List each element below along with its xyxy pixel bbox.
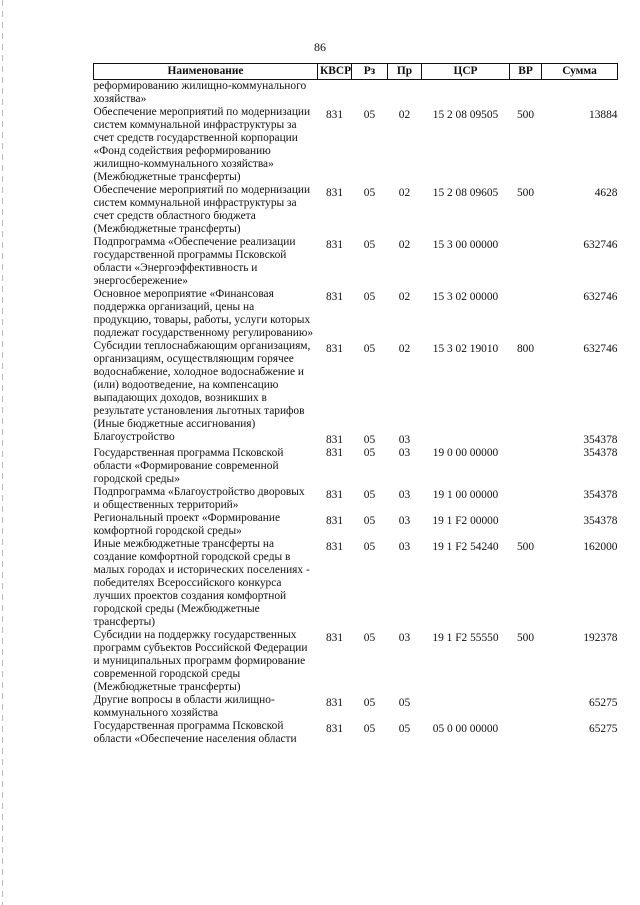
table-header bbox=[94, 64, 618, 80]
table-row bbox=[94, 629, 618, 694]
header-vr: ВР bbox=[510, 64, 542, 80]
row-vr bbox=[510, 512, 542, 538]
row-kvsr: 831 bbox=[325, 632, 344, 644]
header-pr: Пр bbox=[388, 64, 422, 80]
row-rz: 05 bbox=[363, 291, 376, 303]
row-sum: 632746 bbox=[583, 343, 618, 355]
row-name: Обеспечение мероприятий по модернизации систем коммунальной инфраструктуры за счет средств государственной корпорации «Фонд содействия реформированию жилищно-коммунального хозяйства» (Межбюджетные трансферты) bbox=[93, 106, 311, 183]
row-kvsr: 831 bbox=[325, 541, 344, 553]
table-row bbox=[94, 486, 618, 512]
row-kvsr: 831 bbox=[325, 697, 344, 709]
row-rz: 05 bbox=[363, 434, 376, 446]
row-csr: 15 3 02 00000 bbox=[432, 291, 499, 303]
row-sum: 13884 bbox=[589, 109, 618, 121]
row-vr bbox=[510, 288, 542, 340]
row-vr: 500 bbox=[516, 632, 535, 644]
row-pr: 03 bbox=[398, 541, 411, 553]
row-pr: 03 bbox=[398, 515, 411, 527]
row-name: Региональный проект «Формирование комфортной городской среды» bbox=[93, 512, 281, 537]
budget-table bbox=[93, 63, 618, 746]
row-pr: 02 bbox=[398, 109, 411, 121]
row-csr: 19 0 00 00000 bbox=[432, 447, 499, 459]
row-pr: 02 bbox=[398, 291, 411, 303]
row-rz: 05 bbox=[363, 447, 376, 459]
table-row bbox=[94, 720, 618, 746]
row-pr bbox=[388, 80, 422, 107]
row-name: Другие вопросы в области жилищно-коммунального хозяйства bbox=[93, 694, 275, 719]
row-sum: 354378 bbox=[583, 434, 618, 446]
table-row bbox=[94, 288, 618, 340]
row-vr bbox=[510, 80, 542, 107]
row-kvsr bbox=[318, 80, 352, 107]
row-csr: 15 3 00 00000 bbox=[432, 239, 499, 251]
row-kvsr: 831 bbox=[325, 434, 344, 446]
row-name: Основное мероприятие «Финансовая поддержка организаций, цены на продукцию, товары, работы, услуги которых подлежат государственному регулированию» bbox=[93, 288, 314, 339]
row-vr: 800 bbox=[516, 343, 535, 355]
row-name: Обеспечение мероприятий по модернизации систем коммунальной инфраструктуры за счет средств областного бюджета (Межбюджетные трансферты) bbox=[93, 184, 311, 235]
row-rz: 05 bbox=[363, 723, 376, 735]
row-vr: 500 bbox=[516, 187, 535, 199]
table-row bbox=[94, 538, 618, 629]
row-name: Подпрограмма «Благоустройство дворовых и общественных территорий» bbox=[93, 486, 305, 511]
row-name: Государственная программа Псковской области «Формирование современной городской среды» bbox=[93, 447, 284, 485]
table-row bbox=[94, 106, 618, 184]
row-pr: 02 bbox=[398, 239, 411, 251]
table-row bbox=[94, 340, 618, 431]
table-row bbox=[94, 431, 618, 447]
row-sum: 162000 bbox=[583, 541, 618, 553]
row-sum: 632746 bbox=[583, 239, 618, 251]
row-csr: 19 1 F2 54240 bbox=[432, 541, 499, 553]
table-row bbox=[94, 236, 618, 288]
row-kvsr: 831 bbox=[325, 723, 344, 735]
row-rz: 05 bbox=[363, 489, 376, 501]
table-row bbox=[94, 512, 618, 538]
row-sum bbox=[542, 80, 618, 107]
table-row bbox=[94, 184, 618, 236]
row-vr bbox=[510, 431, 542, 447]
row-vr: 500 bbox=[516, 541, 535, 553]
row-rz: 05 bbox=[363, 515, 376, 527]
row-csr: 05 0 00 00000 bbox=[432, 723, 499, 735]
row-csr: 15 2 08 09505 bbox=[432, 109, 499, 121]
row-vr bbox=[510, 720, 542, 746]
row-sum: 354378 bbox=[583, 515, 618, 527]
row-csr bbox=[422, 431, 510, 447]
scan-edge bbox=[2, 0, 3, 905]
row-rz: 05 bbox=[363, 541, 376, 553]
row-kvsr: 831 bbox=[325, 447, 344, 459]
row-sum: 354378 bbox=[583, 489, 618, 501]
row-name: Государственная программа Псковской области «Обеспечение населения области bbox=[93, 720, 297, 745]
row-csr: 19 1 F2 55550 bbox=[432, 632, 499, 644]
header-sum: Сумма bbox=[542, 64, 618, 80]
header-rz: Рз bbox=[352, 64, 388, 80]
row-pr: 02 bbox=[398, 343, 411, 355]
row-rz: 05 bbox=[363, 187, 376, 199]
row-vr bbox=[510, 236, 542, 288]
row-sum: 632746 bbox=[583, 291, 618, 303]
row-pr: 03 bbox=[398, 447, 411, 459]
header-csr: ЦСР bbox=[422, 64, 510, 80]
row-csr: 19 1 00 00000 bbox=[432, 489, 499, 501]
row-kvsr: 831 bbox=[325, 109, 344, 121]
row-pr: 03 bbox=[398, 434, 411, 446]
row-kvsr: 831 bbox=[325, 489, 344, 501]
row-name: реформированию жилищно-коммунального хозяйства» bbox=[93, 80, 307, 105]
row-rz: 05 bbox=[363, 632, 376, 644]
row-sum: 65275 bbox=[589, 723, 618, 735]
row-name: Субсидии на поддержку государственных программ субъектов Российской Федерации и муниципальных программ формирование современной городской среды (Межбюджетные трансферты) bbox=[93, 629, 308, 693]
row-vr: 500 bbox=[516, 109, 535, 121]
row-kvsr: 831 bbox=[325, 343, 344, 355]
row-kvsr: 831 bbox=[325, 291, 344, 303]
row-kvsr: 831 bbox=[325, 515, 344, 527]
row-name: Иные межбюджетные трансферты на создание комфортной городской среды в малых городах и исторических поселениях - победителях Всероссийского конкурса лучших проектов создания комфортной городской среды (Межбюджетные трансферты) bbox=[93, 538, 310, 628]
row-pr: 05 bbox=[398, 697, 411, 709]
row-sum: 354378 bbox=[583, 447, 618, 459]
row-rz bbox=[352, 80, 388, 107]
row-vr bbox=[510, 447, 542, 486]
row-sum: 65275 bbox=[589, 697, 618, 709]
row-kvsr: 831 bbox=[325, 187, 344, 199]
row-pr: 05 bbox=[398, 723, 411, 735]
header-name: Наименование bbox=[94, 64, 318, 80]
row-sum: 192378 bbox=[583, 632, 618, 644]
table-row bbox=[94, 694, 618, 720]
row-pr: 02 bbox=[398, 187, 411, 199]
table-row bbox=[94, 80, 618, 107]
row-kvsr: 831 bbox=[325, 239, 344, 251]
row-vr bbox=[510, 486, 542, 512]
row-sum: 4628 bbox=[594, 187, 618, 199]
row-pr: 03 bbox=[398, 489, 411, 501]
row-rz: 05 bbox=[363, 343, 376, 355]
row-name: Субсидии теплоснабжающим организациям, организациям, осуществляющим горячее водоснабжение, холодное водоснабжение и (или) водоотведение, на компенсацию выпадающих доходов, возникших в результате установления льготных тарифов (Иные бюджетные ассигнования) bbox=[93, 340, 311, 430]
row-rz: 05 bbox=[363, 109, 376, 121]
row-rz: 05 bbox=[363, 697, 376, 709]
row-pr: 03 bbox=[398, 632, 411, 644]
header-kvsr: КВСР bbox=[318, 64, 352, 80]
row-name: Благоустройство bbox=[93, 431, 175, 443]
table-body bbox=[94, 80, 618, 747]
row-csr: 19 1 F2 00000 bbox=[432, 515, 499, 527]
row-rz: 05 bbox=[363, 239, 376, 251]
row-csr bbox=[422, 694, 510, 720]
row-csr: 15 2 08 09605 bbox=[432, 187, 499, 199]
row-vr bbox=[510, 694, 542, 720]
row-csr bbox=[422, 80, 510, 107]
table-row bbox=[94, 447, 618, 486]
page-number: 86 bbox=[314, 40, 326, 54]
row-csr: 15 3 02 19010 bbox=[432, 343, 499, 355]
row-name: Подпрограмма «Обеспечение реализации государственной программы Псковской области «Энергоэффективность и энергосбережение» bbox=[93, 236, 296, 287]
